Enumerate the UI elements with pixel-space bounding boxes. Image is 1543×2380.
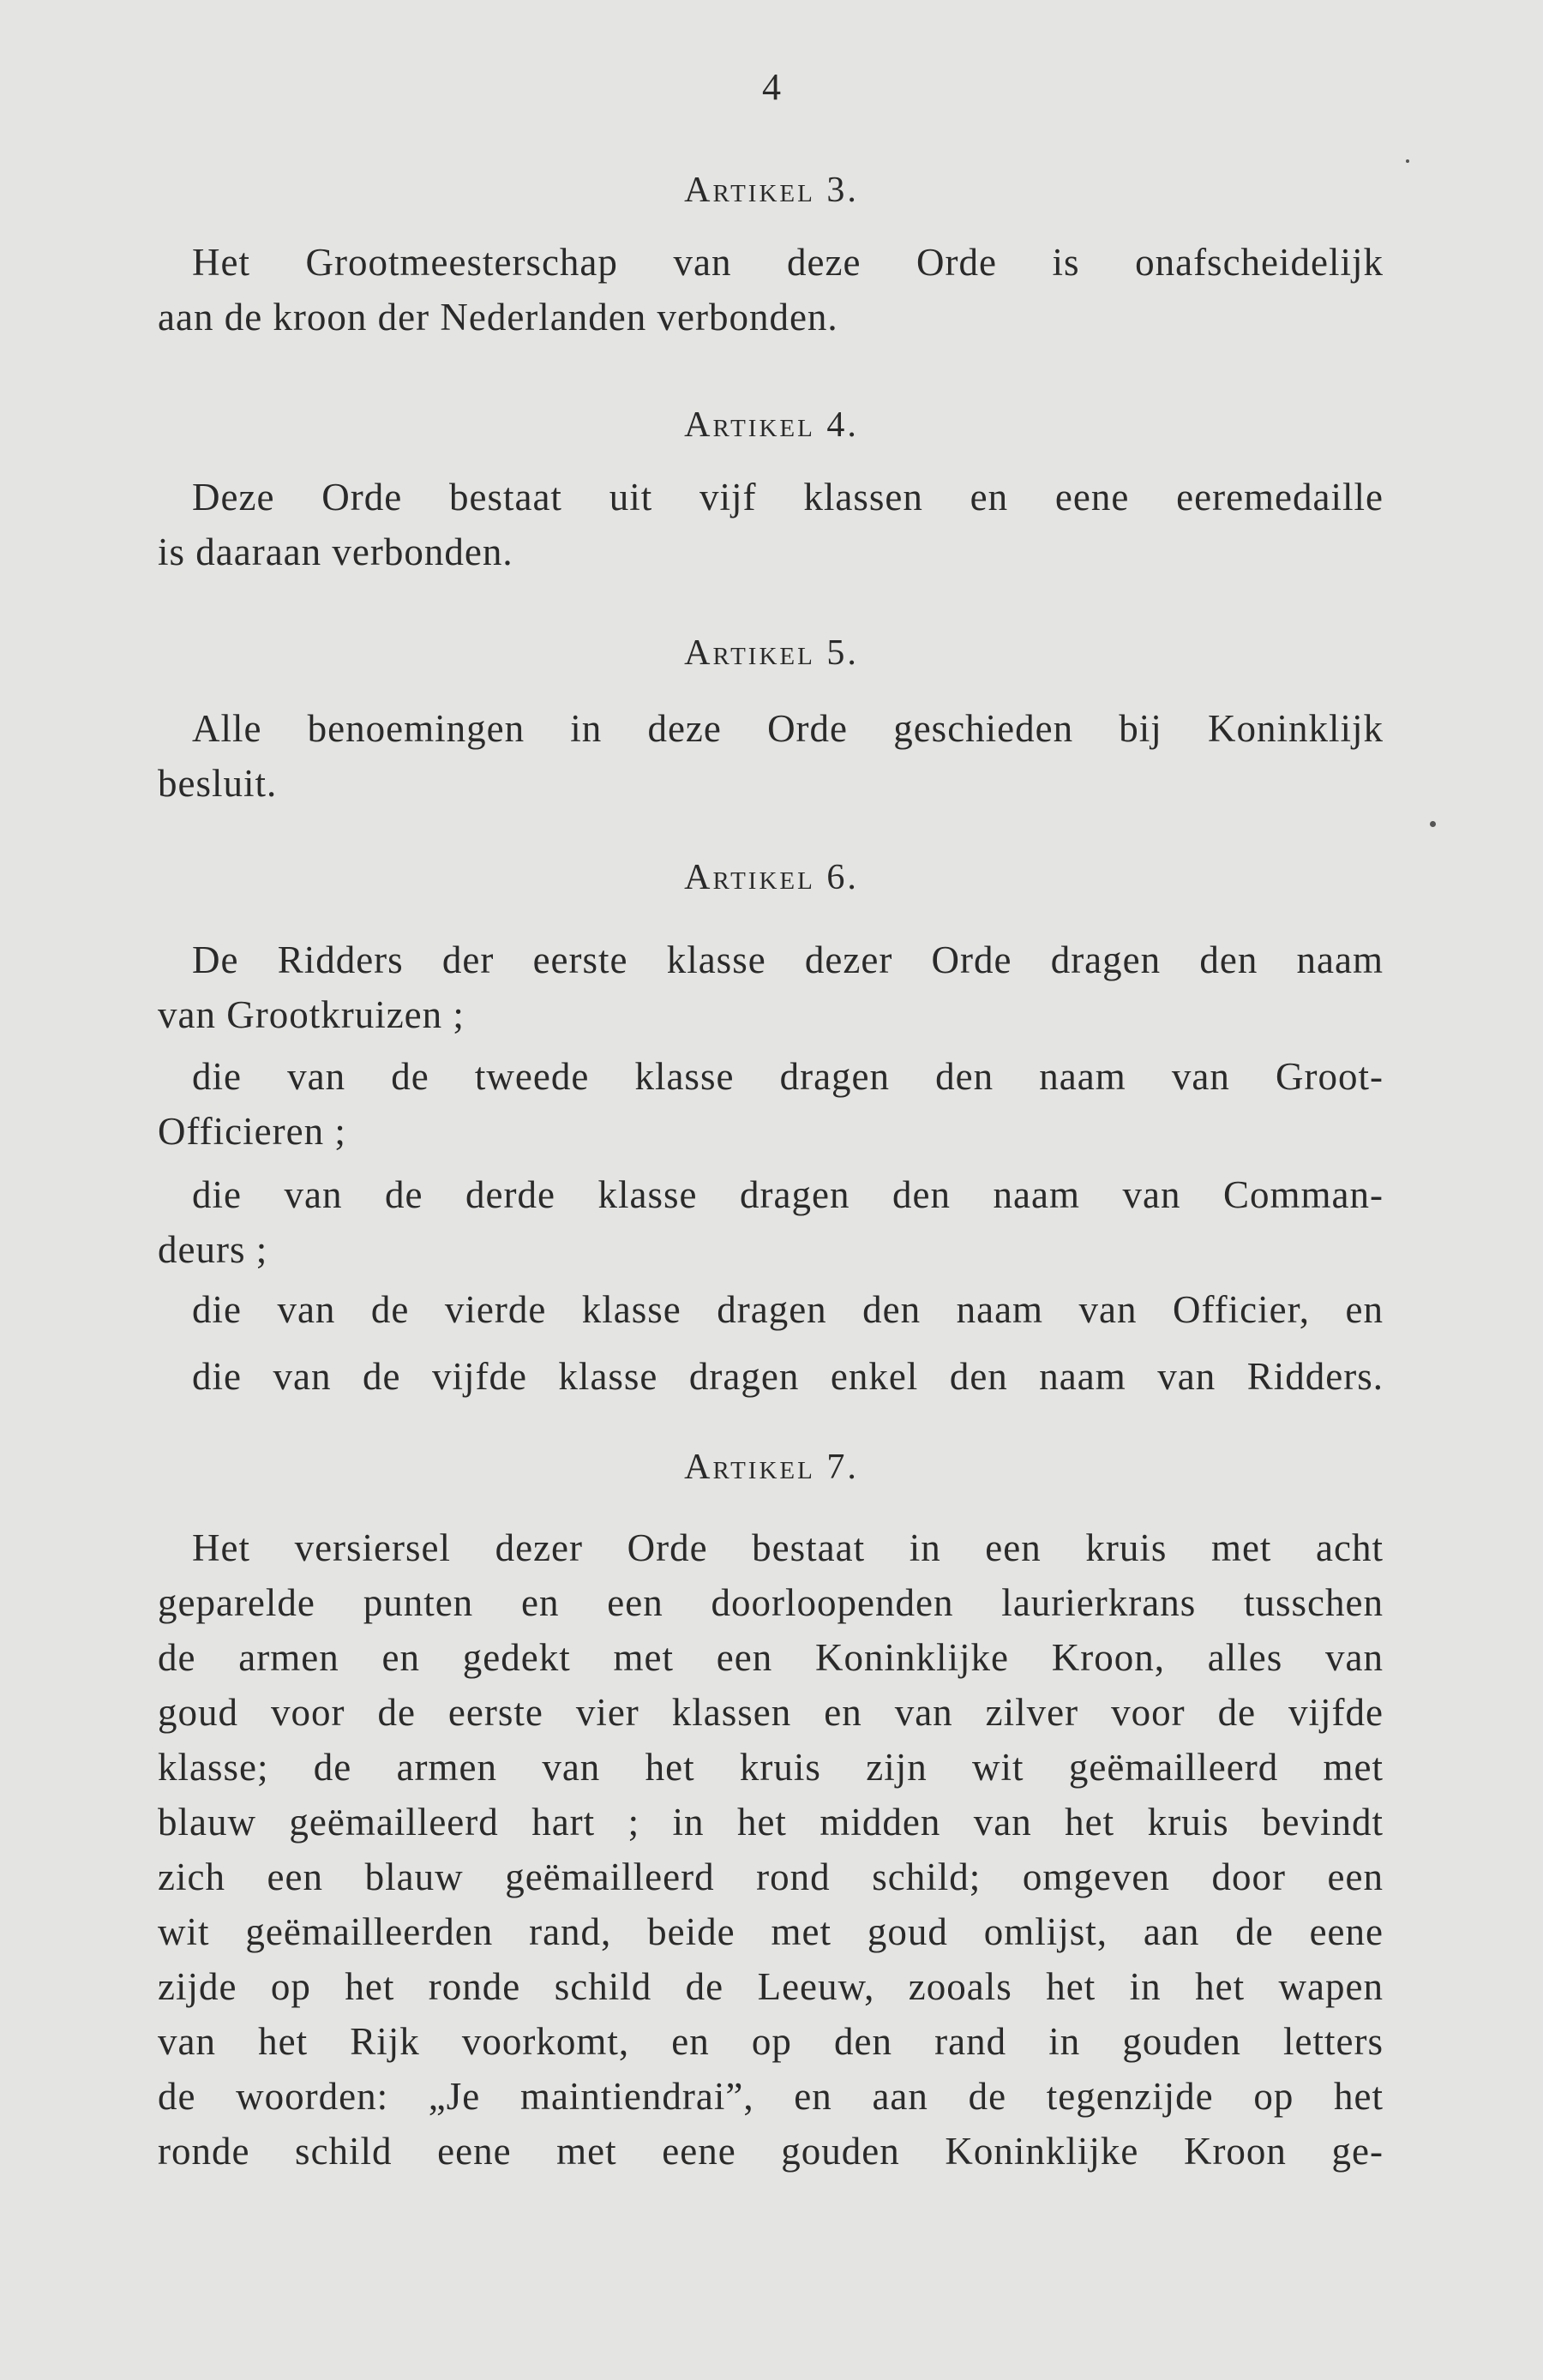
article-6-paragraph-4 xyxy=(158,1282,1384,1337)
text-line: goud voor de eerste vier klassen en van zilver voor de vijfde xyxy=(158,1691,1384,1734)
text-line: klasse; de armen van het kruis zijn wit geëmailleerd met xyxy=(158,1746,1384,1789)
article-6-paragraph-2 xyxy=(158,1049,1384,1159)
text-line: is daaraan verbonden. xyxy=(158,531,513,573)
article-6-paragraph-1 xyxy=(158,932,1384,1042)
text-line: deurs ; xyxy=(158,1228,268,1271)
article-6-heading: Artikel 6. xyxy=(684,858,859,897)
text-line: van het Rijk voorkomt, en op den rand in gouden letters xyxy=(158,2020,1384,2063)
text-line: zich een blauw geëmailleerd rond schild; omgeven door een xyxy=(158,1855,1384,1898)
text-line: De Ridders der eerste klasse dezer Orde dragen den naam xyxy=(192,938,1384,981)
text-line: besluit. xyxy=(158,762,278,805)
text-line: die van de tweede klasse dragen den naam van Groot- xyxy=(192,1055,1384,1098)
article-6-paragraph-5 xyxy=(158,1349,1384,1404)
text-line: Officieren ; xyxy=(158,1110,346,1153)
text-line: blauw geëmailleerd hart ; in het midden van het kruis bevindt xyxy=(158,1801,1384,1843)
page-number: 4 xyxy=(762,66,781,108)
text-line: van Grootkruizen ; xyxy=(158,993,465,1036)
article-3-heading: Artikel 3. xyxy=(684,171,859,210)
text-line: Het Grootmeesterschap van deze Orde is onafscheidelijk xyxy=(192,241,1384,284)
text-line: aan de kroon der Nederlanden verbonden. xyxy=(158,296,838,339)
text-line: Het versiersel dezer Orde bestaat in een kruis met acht xyxy=(192,1526,1384,1569)
text-line: ronde schild eene met eene gouden Koninklijke Kroon ge- xyxy=(158,2130,1384,2173)
article-4-heading: Artikel 4. xyxy=(684,405,859,445)
article-7-heading: Artikel 7. xyxy=(684,1448,859,1487)
article-5-heading: Artikel 5. xyxy=(684,633,859,673)
article-7-paragraph xyxy=(158,1520,1384,2179)
text-line: geparelde punten en een doorloopenden laurierkrans tusschen xyxy=(158,1581,1384,1624)
article-3-paragraph xyxy=(158,235,1384,345)
text-line: de armen en gedekt met een Koninklijke Kroon, alles van xyxy=(158,1636,1384,1679)
text-line: zijde op het ronde schild de Leeuw, zooals het in het wapen xyxy=(158,1965,1384,2008)
article-4-paragraph xyxy=(158,470,1384,579)
text-line: Alle benoemingen in deze Orde geschieden bij Koninklijk xyxy=(192,707,1384,750)
text-line: die van de derde klasse dragen den naam van Comman- xyxy=(192,1173,1384,1216)
article-6-paragraph-3 xyxy=(158,1167,1384,1277)
text-line: wit geëmailleerden rand, beide met goud omlijst, aan de eene xyxy=(158,1910,1384,1953)
print-speck xyxy=(1406,159,1409,163)
print-speck xyxy=(1430,821,1436,827)
text-line: Deze Orde bestaat uit vijf klassen en eene eeremedaille xyxy=(192,476,1384,519)
article-5-paragraph xyxy=(158,701,1384,811)
text-line: die van de vijfde klasse dragen enkel den naam van Ridders. xyxy=(192,1355,1384,1398)
text-line: de woorden: „Je maintiendrai”, en aan de tegenzijde op het xyxy=(158,2075,1384,2118)
text-line: die van de vierde klasse dragen den naam van Officier, en xyxy=(192,1288,1384,1331)
